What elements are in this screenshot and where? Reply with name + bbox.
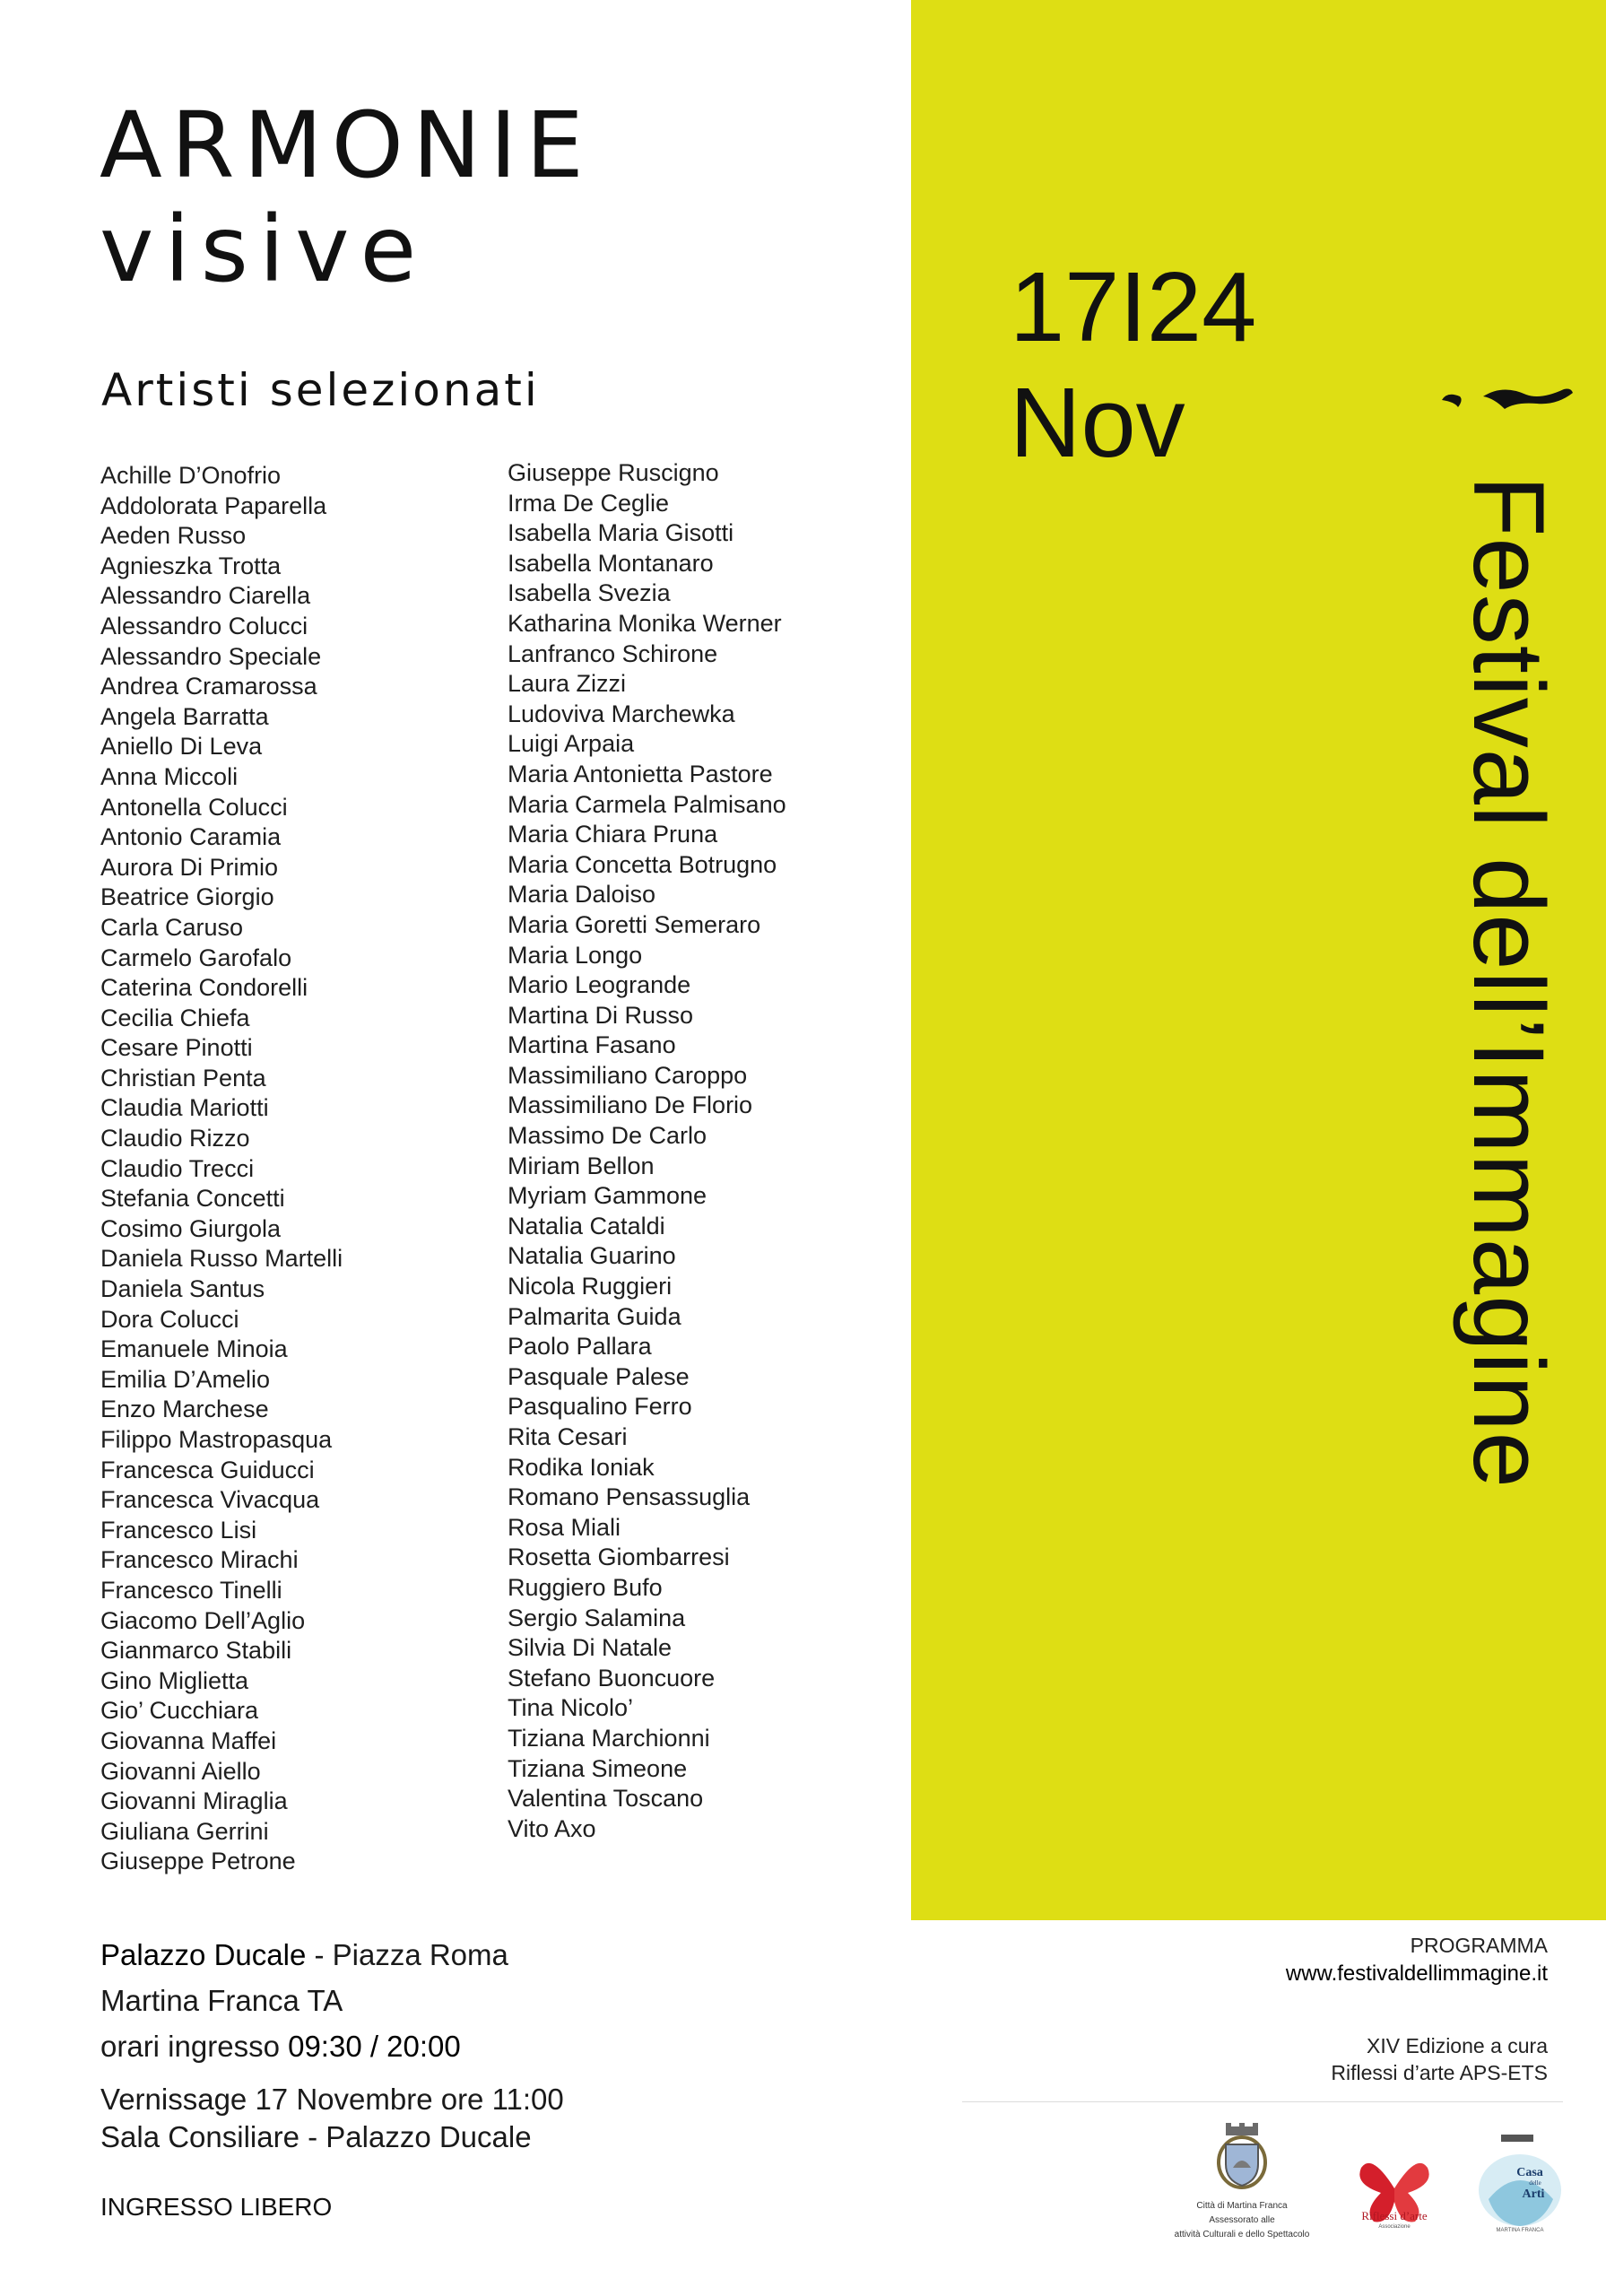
- title-visive: visive: [100, 196, 428, 303]
- artist-list-column-2: [508, 458, 786, 1844]
- artist-name: Tina Nicolo’: [508, 1694, 634, 1722]
- artist-name: Ruggiero Bufo: [508, 1573, 663, 1601]
- venue-square: Piazza Roma: [332, 1938, 508, 1971]
- artist-name: Maria Chiara Pruna: [508, 821, 718, 848]
- artist-name: Maria Antonietta Pastore: [508, 760, 773, 787]
- casa-text-2: delle: [1529, 2179, 1541, 2187]
- artist-name: Emilia D’Amelio: [100, 1365, 271, 1393]
- artist-name: Massimiliano Caroppo: [508, 1061, 748, 1089]
- artist-name: Antonella Colucci: [100, 793, 288, 821]
- artist-name: Emanuele Minoia: [100, 1335, 288, 1363]
- casa-delle-arti-logo: [1471, 2126, 1569, 2238]
- artist-name: Lanfranco Schirone: [508, 639, 718, 667]
- artist-name: Giovanna Maffei: [100, 1726, 277, 1754]
- artist-name: Rita Cesari: [508, 1423, 628, 1450]
- artist-name: Maria Concetta Botrugno: [508, 850, 777, 878]
- artist-name: Giuseppe Petrone: [100, 1848, 296, 1875]
- free-entry: INGRESSO LIBERO: [100, 2193, 333, 2221]
- dates-range: 17I24: [1010, 252, 1257, 362]
- artist-name: Anna Miccoli: [100, 762, 239, 790]
- artist-name: Maria Daloiso: [508, 881, 656, 909]
- artist-name: Luigi Arpaia: [508, 730, 635, 758]
- artist-name: Cesare Pinotti: [100, 1034, 253, 1062]
- artist-name: Miriam Bellon: [508, 1152, 655, 1179]
- artist-name: Carmelo Garofalo: [100, 944, 292, 971]
- riflessi-text: Riflessi d’arte: [1361, 2209, 1428, 2222]
- dates-month: Nov: [1010, 368, 1185, 478]
- artist-name: Aniello Di Leva: [100, 733, 263, 761]
- artist-name: Daniela Russo Martelli: [100, 1245, 343, 1273]
- casa-sub: MARTINA FRANCA: [1496, 2228, 1544, 2233]
- program-label: PROGRAMMA: [1410, 1934, 1548, 1957]
- festival-dates: [1010, 249, 1256, 481]
- artist-name: Mario Leogrande: [508, 971, 691, 999]
- casa-delle-arti-icon: [1471, 2126, 1569, 2233]
- artist-name: Alessandro Ciarella: [100, 582, 311, 610]
- divider-line: [962, 2101, 1563, 2102]
- coat-of-arms-icon: [1206, 2121, 1278, 2193]
- artist-name: Dora Colucci: [100, 1305, 239, 1333]
- artist-name: Gio’ Cucchiara: [100, 1697, 259, 1725]
- vernissage-date: Vernissage 17 Novembre ore 11:00: [100, 2083, 564, 2116]
- artist-name: Massimo De Carlo: [508, 1122, 708, 1150]
- festival-logo-icon: [1440, 387, 1575, 414]
- hours-label: orari ingresso: [100, 2030, 289, 2063]
- organizer-text: Riflessi d’arte APS-ETS: [1331, 2061, 1548, 2084]
- artist-name: Maria Longo: [508, 941, 643, 969]
- artist-name: Palmarita Guida: [508, 1302, 681, 1330]
- artist-name: Caterina Condorelli: [100, 974, 308, 1002]
- artist-name: Isabella Maria Gisotti: [508, 519, 734, 547]
- hours-value: 09:30 / 20:00: [288, 2030, 461, 2063]
- artist-name: Francesco Tinelli: [100, 1576, 282, 1604]
- artist-name: Stefania Concetti: [100, 1185, 285, 1213]
- artist-name: Claudia Mariotti: [100, 1094, 269, 1122]
- artist-name: Tiziana Marchionni: [508, 1724, 710, 1752]
- artist-name: Antonio Caramia: [100, 823, 282, 851]
- artist-name: Andrea Cramarossa: [100, 673, 317, 700]
- edition-text: XIV Edizione a cura: [1366, 2034, 1548, 2057]
- artist-name: Rosa Miali: [508, 1513, 621, 1541]
- artist-name: Sergio Salamina: [508, 1604, 686, 1631]
- festival-panel: [911, 0, 1606, 1920]
- artist-name: Myriam Gammone: [508, 1182, 708, 1210]
- casa-text-3: Arti: [1522, 2187, 1545, 2201]
- artist-name: Natalia Cataldi: [508, 1212, 665, 1239]
- artist-name: Francesco Mirachi: [100, 1546, 299, 1574]
- casa-text-1: Casa: [1516, 2166, 1543, 2179]
- artist-name: Christian Penta: [100, 1064, 266, 1091]
- artist-name: Tiziana Simeone: [508, 1754, 688, 1782]
- artist-list-column-1: [100, 461, 343, 1877]
- artist-name: Rodika Ioniak: [508, 1453, 655, 1481]
- artist-name: Vito Axo: [508, 1814, 596, 1842]
- subtitle-artisti: Artisti selezionati: [101, 364, 540, 416]
- artist-name: Laura Zizzi: [508, 670, 627, 698]
- artist-name: Agnieszka Trotta: [100, 552, 282, 579]
- artist-name: Addolorata Paparella: [100, 491, 327, 519]
- artist-name: Gianmarco Stabili: [100, 1637, 292, 1665]
- riflessi-sub: Associazione: [1378, 2224, 1411, 2229]
- artist-name: Aeden Russo: [100, 522, 247, 550]
- artist-name: Enzo Marchese: [100, 1396, 269, 1423]
- artist-name: Daniela Santus: [100, 1275, 265, 1303]
- artist-name: Maria Goretti Semeraro: [508, 910, 761, 938]
- artist-name: Angela Barratta: [100, 702, 269, 730]
- artist-name: Maria Carmela Palmisano: [508, 790, 786, 818]
- artist-name: Beatrice Giorgio: [100, 883, 274, 911]
- artist-name: Gino Miglietta: [100, 1666, 249, 1694]
- artist-name: Filippo Mastropasqua: [100, 1426, 333, 1453]
- artist-name: Claudio Trecci: [100, 1154, 255, 1182]
- artist-name: Pasqualino Ferro: [508, 1393, 692, 1421]
- riflessi-butterfly-icon: [1354, 2148, 1435, 2229]
- artist-name: Nicola Ruggieri: [508, 1273, 673, 1300]
- artist-name: Massimiliano De Florio: [508, 1091, 753, 1119]
- martina-caption-3: attività Culturali e dello Spettacolo: [1174, 2230, 1310, 2239]
- artist-name: Martina Di Russo: [508, 1001, 694, 1029]
- artist-name: Claudio Rizzo: [100, 1125, 250, 1152]
- artist-name: Cecilia Chiefa: [100, 1004, 250, 1031]
- artist-name: Giovanni Miraglia: [100, 1787, 288, 1815]
- artist-name: Stefano Buoncuore: [508, 1664, 716, 1692]
- artist-name: Martina Fasano: [508, 1031, 676, 1059]
- artist-name: Achille D’Onofrio: [100, 462, 282, 489]
- opening-hours: [100, 2031, 461, 2061]
- artist-name: Silvia Di Natale: [508, 1634, 673, 1662]
- artist-name: Rosetta Giombarresi: [508, 1544, 730, 1571]
- artist-name: Natalia Guarino: [508, 1242, 676, 1270]
- title-armonie: ARMONIE: [100, 92, 593, 199]
- martina-caption-1: Città di Martina Franca: [1196, 2201, 1288, 2211]
- artist-name: Giuliana Gerrini: [100, 1817, 269, 1845]
- vernissage-place: Sala Consiliare - Palazzo Ducale: [100, 2120, 532, 2153]
- artist-name: Giacomo Dell’Aglio: [100, 1606, 306, 1634]
- artist-name: Francesca Vivacqua: [100, 1486, 320, 1514]
- venue-separator: -: [306, 1938, 333, 1971]
- artist-name: Aurora Di Primio: [100, 853, 279, 881]
- artist-name: Giovanni Aiello: [100, 1757, 261, 1785]
- venue-city: Martina Franca TA: [100, 1984, 343, 2017]
- artist-name: Isabella Svezia: [508, 579, 671, 607]
- martina-caption-2: Assessorato alle: [1209, 2215, 1275, 2225]
- artist-name: Giuseppe Ruscigno: [508, 459, 719, 486]
- festival-name: Festival dell’Immagine: [1453, 475, 1565, 1489]
- artist-name: Francesca Guiducci: [100, 1456, 315, 1483]
- artist-name: Paolo Pallara: [508, 1333, 652, 1361]
- artist-name: Pasquale Palese: [508, 1362, 690, 1390]
- artist-name: Cosimo Giurgola: [100, 1214, 282, 1242]
- artist-name: Irma De Ceglie: [508, 489, 670, 517]
- venue-palazzo: Palazzo Ducale: [100, 1938, 307, 1971]
- artist-name: Katharina Monika Werner: [508, 609, 782, 637]
- artist-name: Ludoviva Marchewka: [508, 700, 735, 727]
- riflessi-darte-logo: [1345, 2148, 1444, 2233]
- artist-name: Valentina Toscano: [508, 1785, 704, 1813]
- artist-name: Isabella Montanaro: [508, 549, 714, 577]
- artist-name: Alessandro Colucci: [100, 612, 308, 639]
- artist-name: Alessandro Speciale: [100, 642, 322, 670]
- artist-name: Carla Caruso: [100, 913, 244, 941]
- artist-name: Francesco Lisi: [100, 1516, 257, 1544]
- venue-place: [100, 1940, 508, 1970]
- martina-franca-logo: [1170, 2121, 1314, 2240]
- artist-name: Romano Pensassuglia: [508, 1483, 751, 1511]
- website-link[interactable]: www.festivaldellimmagine.it: [1285, 1961, 1548, 1986]
